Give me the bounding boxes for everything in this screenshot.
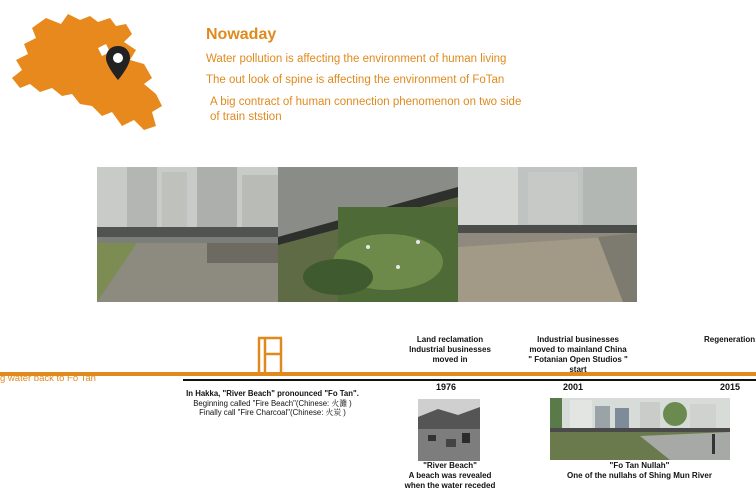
event-2001: Industrial businesses moved to mainland China " Fotanian Open Studios " start bbox=[528, 335, 628, 374]
timeline-bar bbox=[0, 372, 756, 376]
photo-fo-tan-nullah bbox=[550, 398, 730, 460]
page-title: Nowaday bbox=[206, 26, 277, 43]
caption-fo-tan-nullah: "Fo Tan Nullah" One of the nullahs of Shing Mun River bbox=[567, 461, 712, 480]
photo-polluted-water bbox=[278, 167, 458, 302]
statement-line-4: of train ststion bbox=[210, 111, 282, 123]
caption-river-beach: "River Beach" A beach was revealed when the water receded bbox=[404, 461, 496, 490]
photo-concrete-channel bbox=[458, 167, 637, 302]
year-2001: 2001 bbox=[563, 382, 584, 392]
year-2015: 2015 bbox=[720, 382, 741, 392]
photo-nullah-left bbox=[97, 167, 278, 302]
photo-river-beach bbox=[418, 399, 480, 461]
statement-line-1: Water pollution is affecting the environment of human living bbox=[206, 53, 507, 65]
year-1976: 1976 bbox=[436, 382, 457, 392]
hong-kong-map bbox=[6, 8, 166, 136]
timeline-left-label: g water back to Fo Tan bbox=[0, 373, 96, 384]
statement-line-2: The out look of spine is affecting the environment of FoTan bbox=[206, 74, 505, 86]
statement-line-3: A big contract of human connection phenomenon on two side bbox=[210, 96, 522, 108]
event-2015: Regeneration bbox=[704, 335, 756, 344]
map-shape bbox=[12, 14, 162, 130]
event-1976: Land reclamation Industrial businesses moved in bbox=[409, 335, 491, 364]
fotan-name-origin: In Hakka, "River Beach" pronounced "Fo Tan". Beginning called "Fire Beach"(Chinese: 火灘 ) Finally call "Fire Charcoal"(Chinese: 火炭 ) bbox=[186, 389, 359, 417]
gate-icon bbox=[256, 336, 284, 374]
timeline-underline bbox=[183, 379, 756, 381]
